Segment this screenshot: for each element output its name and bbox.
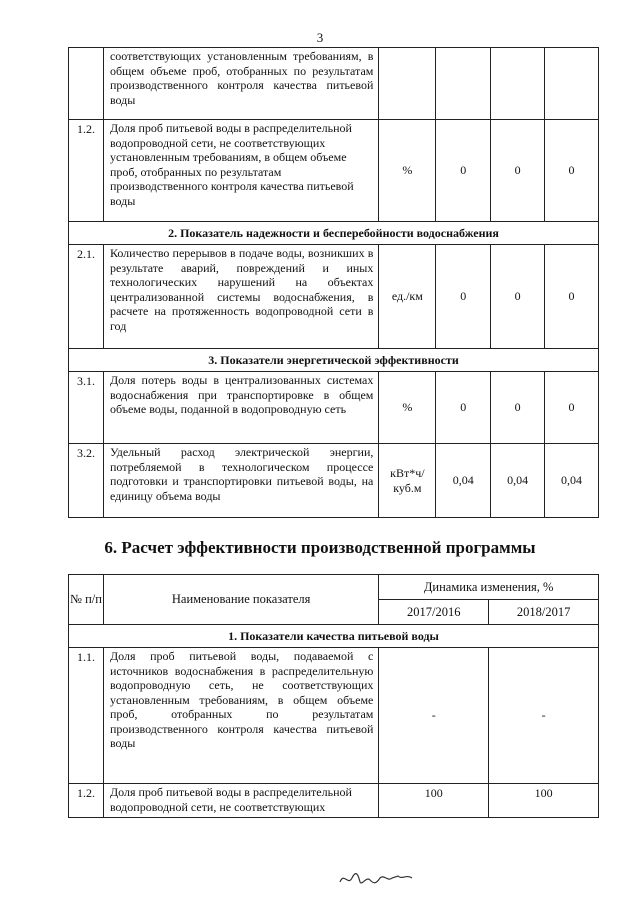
section-title: 2. Показатель надежности и бесперебойности водоснабжения: [69, 222, 599, 245]
indicator-name: соответствующих установленным требованиям, в общем объеме проб, отобранных по результатам производственного контроля качества питьевой воды: [103, 48, 378, 120]
table-row: [69, 444, 599, 518]
value-cell: 0: [436, 372, 491, 444]
table-row: [69, 648, 599, 784]
value-cell: [545, 48, 599, 120]
unit-cell: [379, 48, 436, 120]
value-cell: 0,04: [491, 444, 545, 518]
value-cell: 100: [489, 784, 599, 818]
table-row: [69, 48, 599, 120]
value-cell: 0: [545, 372, 599, 444]
indicators-table: [68, 47, 599, 518]
column-header-period: 2017/2016: [379, 600, 489, 625]
value-cell: 0: [491, 120, 545, 222]
efficiency-table: [68, 574, 599, 818]
row-number: 1.1.: [69, 648, 104, 784]
indicator-name: Удельный расход электрической энергии, потребляемой в технологическом процессе подготовки и транспортировки питьевой воды, на единицу объема воды: [103, 444, 378, 518]
section-title: 1. Показатели качества питьевой воды: [69, 625, 599, 648]
value-cell: 0: [436, 120, 491, 222]
indicator-name: Доля потерь воды в централизованных системах водоснабжения при транспортировке в общем объеме воды, поданной в водопроводную сеть: [103, 372, 378, 444]
value-cell: [436, 48, 491, 120]
row-number: 2.1.: [69, 245, 104, 349]
value-cell: [491, 48, 545, 120]
header-row: [69, 575, 599, 600]
signature-mark: [336, 868, 416, 890]
column-header-period: 2018/2017: [489, 600, 599, 625]
value-cell: -: [489, 648, 599, 784]
value-cell: 0,04: [545, 444, 599, 518]
indicator-name: Доля проб питьевой воды, подаваемой с источников водоснабжения в распределительную водопроводную сеть, не соответствующих установленным требованиям, в общем объеме проб, отобранных по результатам производственного контроля качества питьевой воды: [103, 648, 378, 784]
value-cell: 0: [491, 372, 545, 444]
value-cell: 0: [491, 245, 545, 349]
value-cell: 0: [436, 245, 491, 349]
row-number: 1.2.: [69, 784, 104, 818]
column-header-name: Наименование показателя: [103, 575, 378, 625]
unit-cell: кВт*ч/ куб.м: [379, 444, 436, 518]
table-row: [69, 372, 599, 444]
row-number: 3.2.: [69, 444, 104, 518]
section-row: [69, 349, 599, 372]
row-number: 1.2.: [69, 120, 104, 222]
row-number: [69, 48, 104, 120]
unit-cell: %: [379, 372, 436, 444]
column-header-dynamics: Динамика изменения, %: [379, 575, 599, 600]
value-cell: 0: [545, 120, 599, 222]
row-number: 3.1.: [69, 372, 104, 444]
table-row: [69, 120, 599, 222]
unit-cell: ед./км: [379, 245, 436, 349]
value-cell: -: [379, 648, 489, 784]
value-cell: 100: [379, 784, 489, 818]
column-header-num: № п/п: [69, 575, 104, 625]
section-row: [69, 625, 599, 648]
indicator-name: Доля проб питьевой воды в распределительной водопроводной сети, не соответствующих: [103, 784, 378, 818]
section-heading: 6. Расчет эффективности производственной программы: [104, 538, 536, 557]
value-cell: 0: [545, 245, 599, 349]
table-row: [69, 784, 599, 818]
indicator-name: Количество перерывов в подаче воды, возникших в результате аварий, повреждений и иных технологических нарушений на объектах централизованной системы водоснабжения, в расчете на протяженность водопроводной сети в год: [103, 245, 378, 349]
section-row: [69, 222, 599, 245]
value-cell: 0,04: [436, 444, 491, 518]
indicator-name: Доля проб питьевой воды в распределительной водопроводной сети, не соответствующих установленным требованиям, в общем объеме проб, отобранных по результатам производственного контроля качества питьевой воды: [103, 120, 378, 222]
table-row: [69, 245, 599, 349]
page-number: 3: [316, 30, 324, 45]
section-title: 3. Показатели энергетической эффективности: [69, 349, 599, 372]
unit-cell: %: [379, 120, 436, 222]
